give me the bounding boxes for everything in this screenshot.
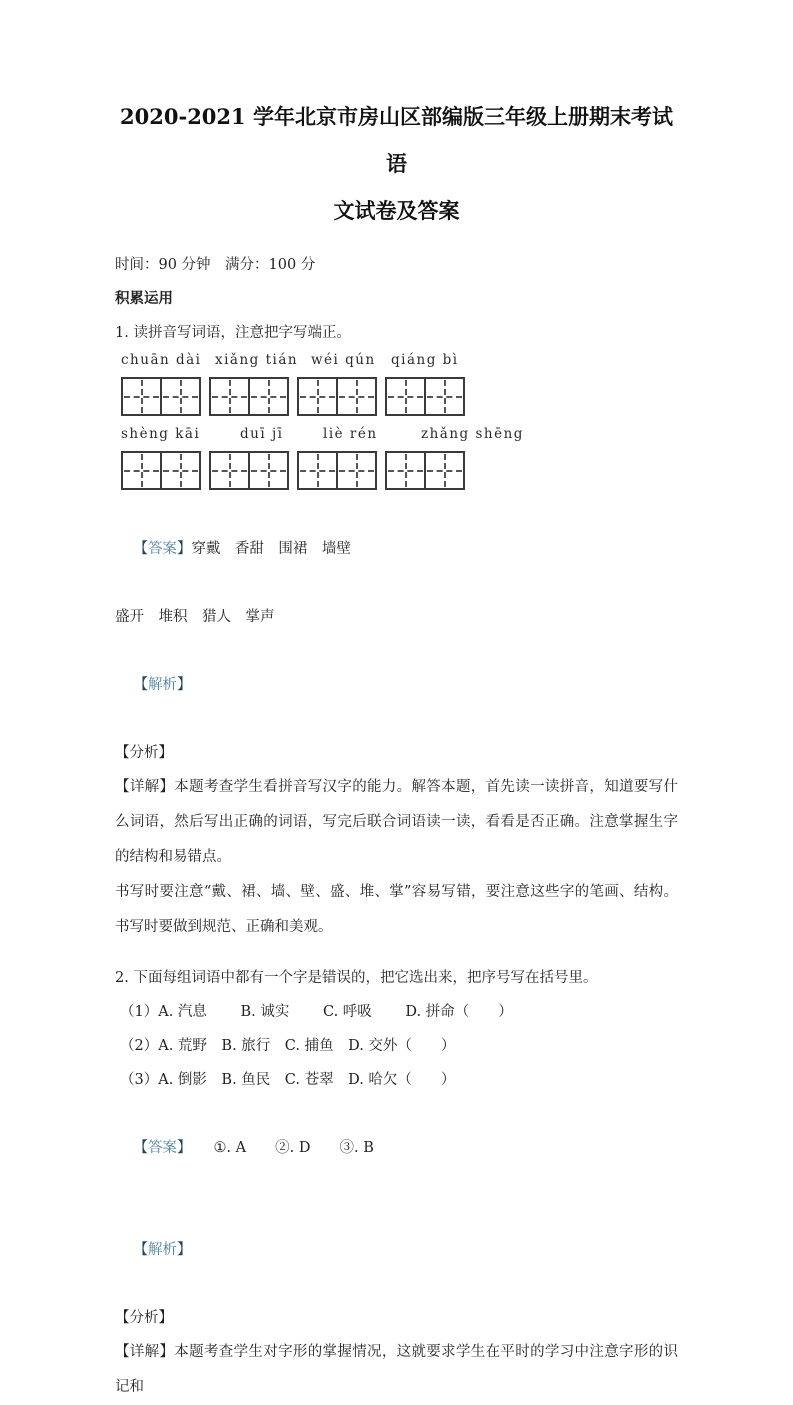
q1-pinyin-row-2 xyxy=(115,424,678,448)
tianzige-group[interactable] xyxy=(121,377,201,416)
tianzige-group[interactable] xyxy=(297,451,377,490)
tianzige-cell[interactable] xyxy=(123,379,160,414)
q2-option-line-2: （2）A. 荒野 B. 旅行 C. 捕鱼 D. 交外（ ） xyxy=(120,1038,456,1054)
bracket-open: 【 xyxy=(133,541,148,557)
q2-answer-line xyxy=(115,1097,678,1199)
jiexi-marker-label: 解析 xyxy=(147,1242,177,1258)
answer-marker xyxy=(133,1140,191,1156)
answer-marker xyxy=(133,541,191,557)
tianzige-cell[interactable] xyxy=(299,379,336,414)
q2-jiexi-marker xyxy=(115,1199,678,1301)
pinyin-label: wéi qún xyxy=(311,352,376,368)
tianzige-cell[interactable] xyxy=(424,453,463,488)
exam-meta: 时间：90 分钟 满分：100 分 xyxy=(115,257,316,273)
page-title xyxy=(115,93,678,234)
q1-pinyin-row-1 xyxy=(115,350,678,374)
bracket-close: 】 xyxy=(176,677,192,693)
q1-fenxi-marker: 【分析】 xyxy=(115,745,173,761)
q2-prompt: 2. 下面每组词语中都有一个字是错误的，把它选出来，把序号写在括号里。 xyxy=(115,970,598,986)
tianzige-cell[interactable] xyxy=(387,379,424,414)
q2-option-line-3: （3）A. 倒影 B. 鱼民 C. 苍翠 D. 哈欠（ ） xyxy=(120,1072,456,1088)
tianzige-cell[interactable] xyxy=(211,453,248,488)
jiexi-marker-label: 解析 xyxy=(147,677,177,693)
q1-answer-line-1 xyxy=(115,498,678,600)
pinyin-label: qiáng bì xyxy=(391,352,459,368)
tianzige-cell[interactable] xyxy=(299,453,336,488)
q2-xiangjie-paragraph: 【详解】本题考查学生对字形的掌握情况，这就要求学生在平时的学习中注意字形的识记和 xyxy=(115,1344,678,1395)
bracket-open: 【 xyxy=(133,1242,148,1258)
tianzige-cell[interactable] xyxy=(248,453,287,488)
tianzige-cell[interactable] xyxy=(336,379,375,414)
pinyin-label: liè rén xyxy=(323,426,378,442)
pinyin-label: duī jī xyxy=(240,426,284,442)
tianzige-cell[interactable] xyxy=(123,453,160,488)
pinyin-label: chuān dài xyxy=(121,352,202,368)
answer-marker-label: 答案 xyxy=(147,541,177,557)
tianzige-group[interactable] xyxy=(385,451,465,490)
tianzige-cell[interactable] xyxy=(336,453,375,488)
pinyin-label: xiǎng tián xyxy=(215,352,299,368)
q1-answer-line-2: 盛开 堆积 猎人 掌声 xyxy=(115,609,275,625)
answer-text: 穿戴 香甜 围裙 墙壁 xyxy=(191,541,351,557)
bracket-close: 】 xyxy=(176,541,192,557)
bracket-open: 【 xyxy=(133,1140,148,1156)
section-header: 积累运用 xyxy=(115,290,173,307)
tianzige-cell[interactable] xyxy=(387,453,424,488)
answer-text: ①. A ②. D ③. B xyxy=(213,1140,374,1156)
tianzige-cell[interactable] xyxy=(160,453,199,488)
bracket-close: 】 xyxy=(176,1242,192,1258)
bracket-close: 】 xyxy=(176,1140,192,1156)
tianzige-group[interactable] xyxy=(297,377,377,416)
bracket-open: 【 xyxy=(133,677,148,693)
pinyin-label: shèng kāi xyxy=(121,426,201,442)
q1-jiexi-marker xyxy=(115,634,678,736)
q1-note-paragraph: 书写时要注意“戴、裙、墙、壁、盛、堆、掌”容易写错，要注意这些字的笔画、结构。书写时要做到规范、正确和美观。 xyxy=(115,884,678,935)
q1-xiangjie-paragraph: 【详解】本题考查学生看拼音写汉字的能力。解答本题，首先读一读拼音，知道要写什么词语，然后写出正确的词语，写完后联合词语读一读，看看是否正确。注意掌握生字的结构和易错点。 xyxy=(115,779,678,865)
tianzige-group[interactable] xyxy=(209,451,289,490)
tianzige-cell[interactable] xyxy=(211,379,248,414)
tianzige-group[interactable] xyxy=(385,377,465,416)
page-title-line1: 2020-2021 学年北京市房山区部编版三年级上册期末考试语 xyxy=(120,104,673,176)
q1-prompt: 1. 读拼音写词语，注意把字写端正。 xyxy=(115,325,351,341)
pinyin-label: zhǎng shēng xyxy=(421,426,524,442)
page-title-line2: 文试卷及答案 xyxy=(333,198,460,223)
tianzige-cell[interactable] xyxy=(424,379,463,414)
tianzige-cell[interactable] xyxy=(160,379,199,414)
tianzige-group[interactable] xyxy=(209,377,289,416)
answer-marker-label: 答案 xyxy=(147,1140,177,1156)
q2-option-line-1: （1）A. 汽息 B. 诚实 C. 呼吸 D. 拼命（ ） xyxy=(120,1004,513,1020)
tianzige-cell[interactable] xyxy=(248,379,287,414)
q1-tianzige-row-1 xyxy=(121,374,678,424)
tianzige-group[interactable] xyxy=(121,451,201,490)
q2-fenxi-marker: 【分析】 xyxy=(115,1310,173,1326)
q1-tianzige-row-2 xyxy=(121,448,678,498)
